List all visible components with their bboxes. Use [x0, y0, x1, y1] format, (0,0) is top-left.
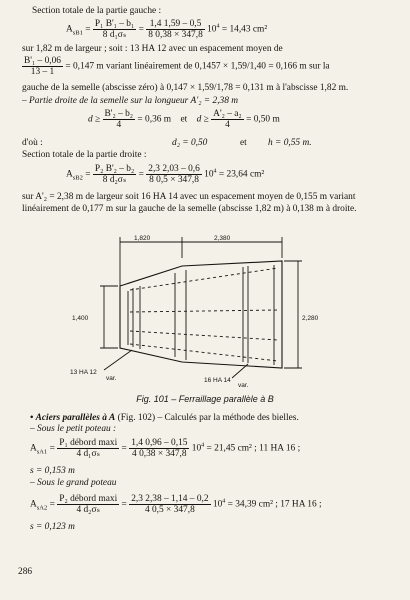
- fraction: $\frac{1,4 1,59 - 0,5}{8 0,38 \times 347,8}$: [148, 19, 203, 40]
- dim-left: 1,400: [72, 315, 89, 322]
- rebar-left-label: 13 HA 12: [70, 369, 97, 376]
- section-right-title: Section totale de la partie droite :: [22, 150, 147, 160]
- equation-asb1: $A_{sB1}$ = $\frac{\text{P₁ B'₁ – b₁}}{\text{8 d₁σₛ}}$ = $\frac{1,4 1,59 - 0,5}{8 0,38 \times 347,8}$ $10^4 = 14,43$ cm²: [66, 19, 268, 40]
- equation-asa1: $A_{sA1}$ = $\frac{\text{P₁ débord maxi}}{\text{4 d₁σₛ}}$ = $\frac{1,4 0,96 - 0,15}{4 0,38 \times 347,8}$ $10^4 = 21,45$ cm² ; 11 HA 16 ;: [30, 438, 301, 459]
- text-line: gauche de la semelle (abscisse zéro) à 0,147 × 1,59/1,78 = 0,131 m à l'abscisse 1,82 m.: [22, 83, 349, 93]
- fraction: $\frac{\text{P₁ débord maxi}}{\text{4 d₁σₛ}}$: [59, 438, 118, 459]
- section-parallel-heading: • Aciers parallèles à A (Fig. 102) – Calculés par la méthode des bielles.: [30, 413, 299, 423]
- fraction: $\frac{\text{B'₂ – b₂}}{4}$: [104, 109, 134, 130]
- section-right-heading: – Partie droite de la semelle sur la longueur A'₂ = 2,38 m: [22, 96, 238, 106]
- fraction: $\frac{\text{P₁ B'₁ – b₁}}{\text{8 d₁σₛ}}$: [94, 19, 135, 40]
- fraction: $\frac{1,4 0,96 - 0,15}{4 0,38 \times 347,8}$: [131, 438, 188, 459]
- text-line: linéairement de 0,177 m sur la gauche de la semelle (abscisse 1,82 m) à 0,138 m à droite.: [22, 204, 357, 214]
- rebar-right-var: var.: [238, 382, 249, 388]
- figure-caption: Fig. 101 – Ferraillage parallèle à B: [136, 394, 274, 404]
- figure-101-reinforcement-drawing: [0, 228, 410, 388]
- equation-spacing: $\frac{\text{B'₁ – 0,06}}{13 - 1}$ = 0,147 m variant linéairement de 0,1457 × 1,59/1,40 = 0,166 m sur la: [24, 56, 330, 77]
- rebar-left-var: var.: [106, 375, 117, 382]
- equation-asb2: $A_{sB2}$ = $\frac{\text{P₂ B'₂ – b₂}}{\text{8 d₂σₛ}}$ = $\frac{2,3 2,03 - 0,6}{8 0,5 \times 347,8}$ $10^4 = 23,64$ cm²: [66, 164, 265, 185]
- fraction: $\frac{2,3 2,03 - 0,6}{8 0,5 \times 347,8}$: [148, 164, 200, 185]
- fraction: $\frac{2,3 2,38 - 1,14 - 0,2}{4 0,5 \times 347,8}$: [131, 494, 209, 515]
- subheading-large-column: – Sous le grand poteau: [30, 478, 117, 488]
- fraction: $\frac{\text{P₂ débord maxi}}{\text{4 d₂σₛ}}$: [59, 494, 118, 515]
- fraction: $\frac{\text{P₂ B'₂ – b₂}}{\text{8 d₂σₛ}}$: [94, 164, 135, 185]
- dim-top-left: 1,820: [134, 235, 151, 242]
- text-line: sur A'₂ = 2,38 m de largeur soit 16 HA 14 avec un espacement moyen de 0,155 m variant: [22, 192, 356, 202]
- equation-d-conditions: d ≥ $\frac{\text{B'₂ – b₂}}{4}$ = 0,36 m et d ≥ $\frac{\text{A'₂ – a₂}}{4}$ = 0,50 m: [88, 109, 280, 130]
- text-h: h = 0,55 m.: [268, 138, 312, 148]
- dim-right: 2,280: [302, 315, 319, 322]
- spacing-s1: s = 0,153 m: [30, 466, 75, 476]
- text-line: sur 1,82 m de largeur ; soit : 13 HA 12 avec un espacement moyen de: [22, 44, 283, 54]
- subheading-small-column: – Sous le petit poteau :: [30, 424, 117, 434]
- text-et: et: [240, 138, 247, 148]
- fraction: $\frac{\text{B'₁ – 0,06}}{13 - 1}$: [24, 56, 61, 77]
- fraction: $\frac{\text{A'₂ – a₂}}{4}$: [213, 109, 242, 130]
- dim-top-right: 2,380: [214, 235, 231, 242]
- section-left-title: Section totale de la partie gauche :: [32, 6, 162, 16]
- rebar-right-label: 16 HA 14: [204, 377, 231, 384]
- text-dou: d'où :: [22, 138, 43, 148]
- text-d2: d₂ = 0,50: [172, 138, 208, 148]
- equation-asa2: $A_{sA2}$ = $\frac{\text{P₂ débord maxi}}{\text{4 d₂σₛ}}$ = $\frac{2,3 2,38 - 1,14 - 0,2}{4 0,5 \times 347,8}$ $10^4 = 34,39$ cm² ; 17 HA 16 ;: [30, 494, 322, 515]
- spacing-s2: s = 0,123 m: [30, 522, 75, 532]
- page-number: 286: [18, 567, 33, 577]
